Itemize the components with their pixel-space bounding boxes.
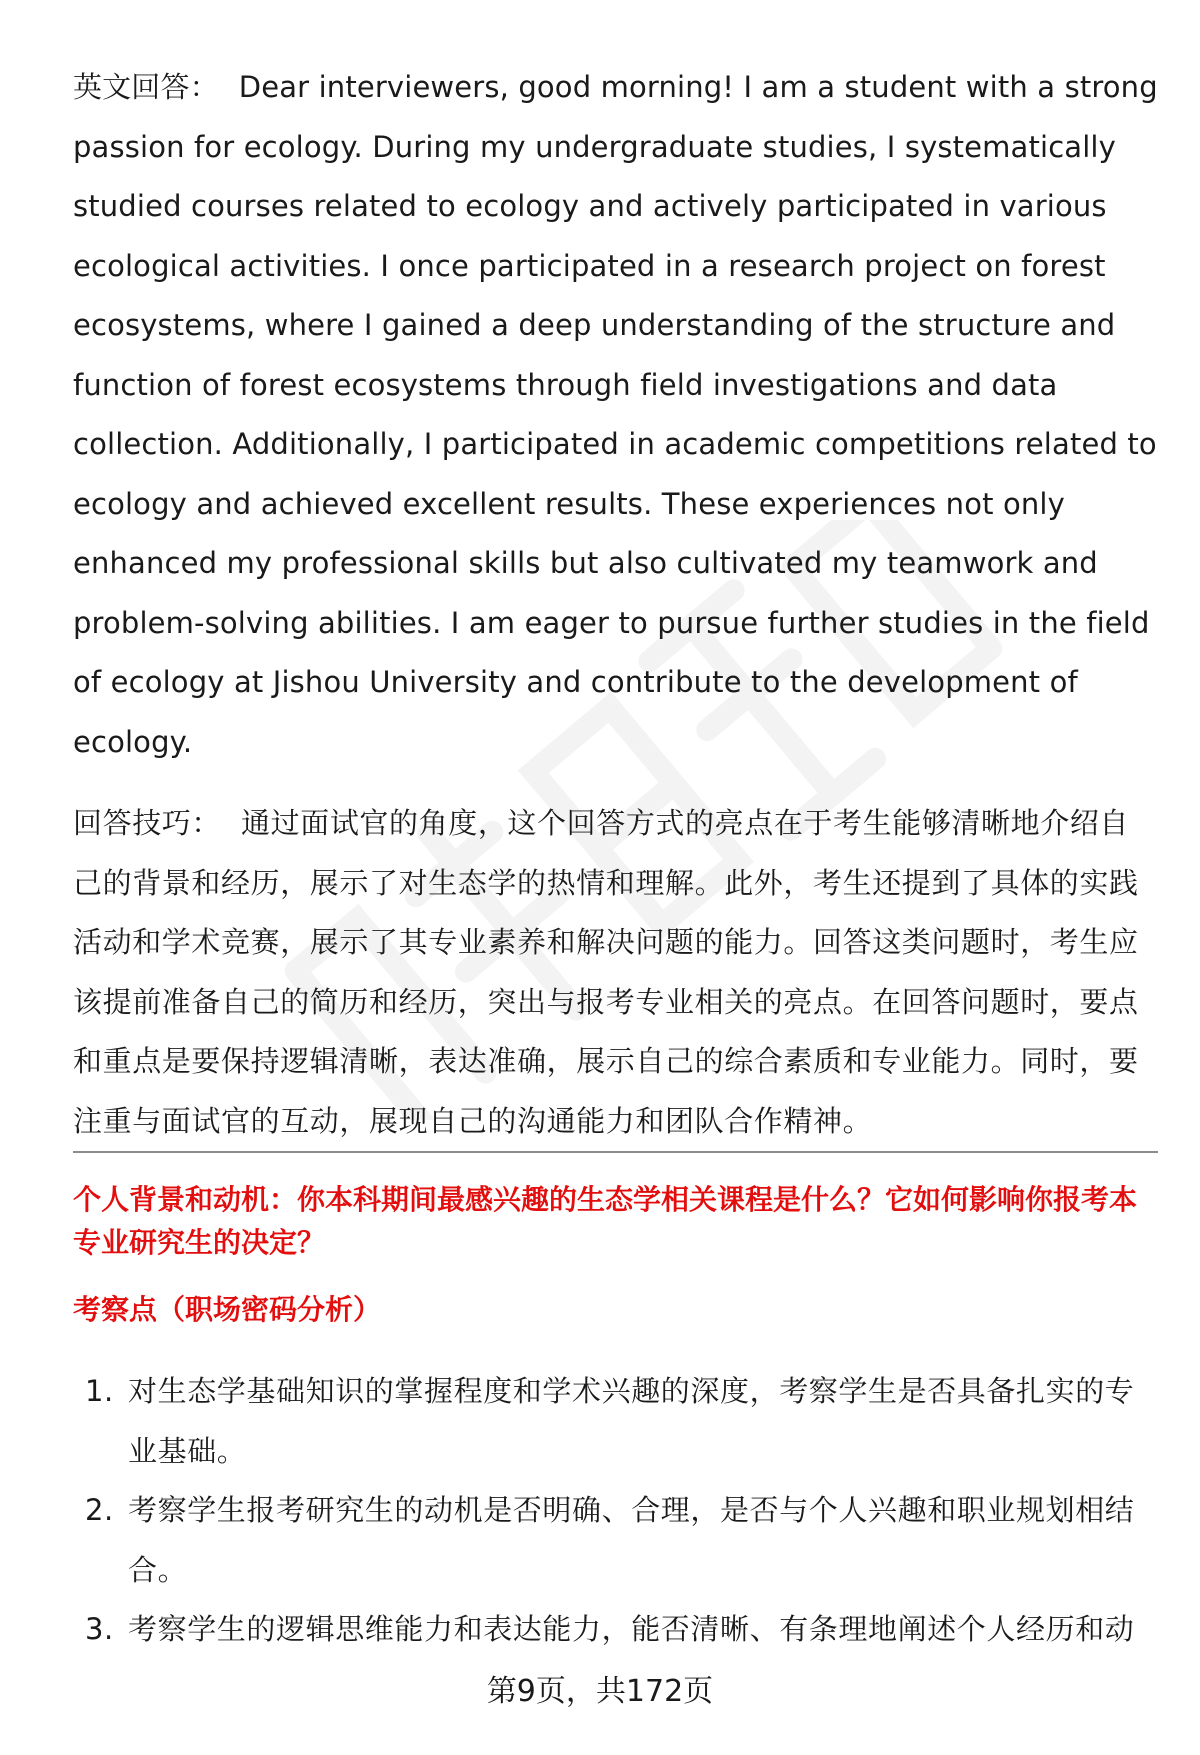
answer-tips-paragraph — [73, 794, 1158, 1151]
list-item-number: 1. — [85, 1374, 114, 1408]
list-item-number: 2. — [85, 1493, 114, 1527]
section-divider — [73, 1151, 1158, 1153]
list-item — [73, 1362, 1158, 1481]
english-answer-text: Dear interviewers, good morning! I am a student with a strong passion for ecology. During my undergraduate studies, I systematically studied courses related to ecology and actively participated in various ecological activities. I once participated in a research project on forest ecosystems, where I gained a deep understanding of the structure and function of forest ecosystems through field investigations and data collection. Additionally, I participated in academic competitions related to ecology and achieved excellent results. These experiences not only enhanced my professional skills but also cultivated my teamwork and problem-solving abilities. I am eager to pursue further studies in the field of ecology at Jishou University and contribute to the development of ecology. — [73, 70, 1158, 759]
document-body — [73, 58, 1158, 1151]
page-number: 第9页，共172页 — [486, 1674, 714, 1709]
question-heading: 个人背景和动机：你本科期间最感兴趣的生态学相关课程是什么？它如何影响你报考本专业研究生的决定？ — [73, 1183, 1138, 1259]
list-item-text: 考察学生报考研究生的动机是否明确、合理，是否与个人兴趣和职业规划相结合。 — [128, 1493, 1135, 1587]
english-answer-label: 英文回答： — [73, 70, 219, 104]
list-item — [73, 1600, 1158, 1660]
list-item-number: 3. — [85, 1612, 114, 1646]
assessment-points-heading: 考察点（职场密码分析） — [73, 1293, 382, 1326]
english-answer-paragraph — [73, 58, 1158, 772]
answer-tips-label: 回答技巧： — [73, 806, 222, 840]
list-item-text: 考察学生的逻辑思维能力和表达能力，能否清晰、有条理地阐述个人经历和动 — [128, 1612, 1135, 1646]
answer-tips-text: 通过面试官的角度，这个回答方式的亮点在于考生能够清晰地介绍自己的背景和经历，展示了对生态学的热情和理解。此外，考生还提到了具体的实践活动和学术竞赛，展示了其专业素养和解决问题的能力。回答这类问题时，考生应该提前准备自己的简历和经历，突出与报考专业相关的亮点。在回答问题时，要点和重点是要保持逻辑清晰，表达准确，展示自己的综合素质和专业能力。同时，要注重与面试官的互动，展现自己的沟通能力和团队合作精神。 — [73, 806, 1139, 1138]
assessment-points-list — [73, 1362, 1158, 1660]
list-item — [73, 1481, 1158, 1600]
list-item-text: 对生态学基础知识的掌握程度和学术兴趣的深度，考察学生是否具备扎实的专业基础。 — [128, 1374, 1135, 1468]
